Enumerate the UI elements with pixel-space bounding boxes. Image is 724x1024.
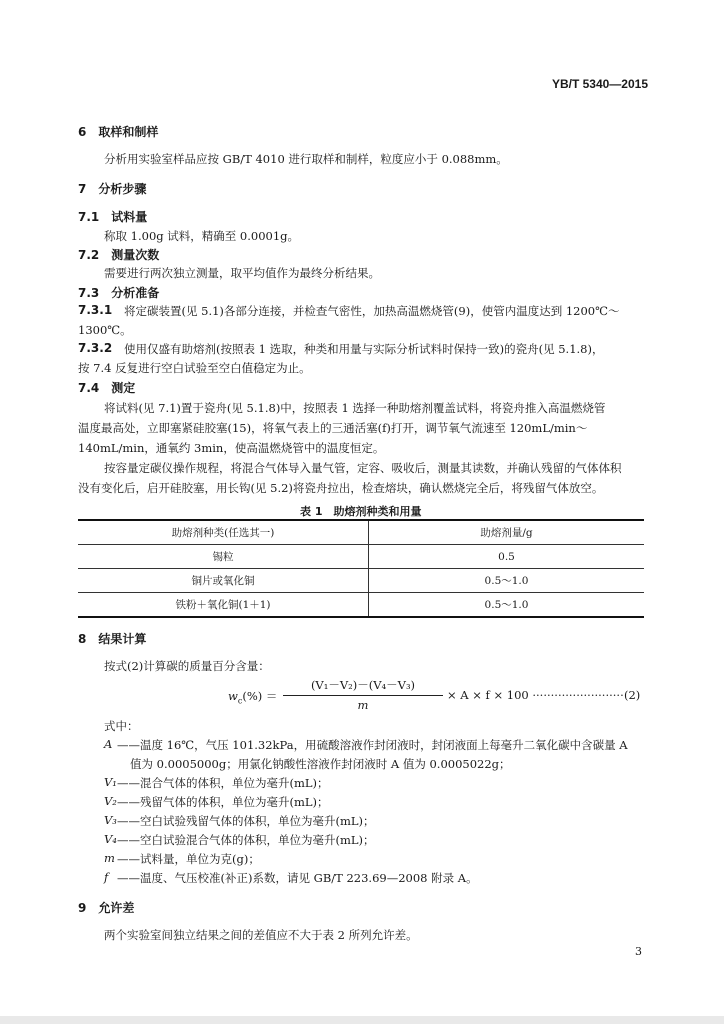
def-symbol: V₁	[104, 775, 117, 789]
table-header-flux-amount: 助熔剂量/g	[369, 520, 645, 545]
page-number: 3	[635, 945, 642, 958]
def-text: ——混合气体的体积，单位为毫升(mL)；	[117, 776, 329, 790]
section-8-title: 8 结果计算	[78, 632, 147, 646]
section-7-4-p1-line2: 温度最高处，立即塞紧硅胶塞(15)，将氧气表上的三通活塞(f)打开，调节氧气流速至 120mL/min～	[78, 421, 588, 435]
formula-numerator: (V₁－V₂)－(V₄－V₃)	[283, 677, 443, 696]
table-cell-flux-type: 铜片或氧化铜	[78, 569, 369, 593]
def-text: ——空白试验残留气体的体积，单位为毫升(mL)；	[117, 814, 375, 828]
section-7-4-p2-line2: 没有变化后，启开硅胶塞，用长钩(见 5.2)将瓷舟拉出，检查熔块，确认燃烧完全后，将残留气体放空。	[78, 481, 604, 495]
formula-fraction	[283, 677, 443, 712]
section-9-text: 两个实验室间独立结果之间的差值应不大于表 2 所列允许差。	[104, 928, 418, 942]
section-7-3-1-number: 7.3.1	[78, 303, 113, 317]
table-header-row	[78, 520, 644, 545]
def-text: ——空白试验混合气体的体积，单位为毫升(mL)；	[117, 833, 375, 847]
section-7-3-2-line2: 按 7.4 反复进行空白试验至空白值稳定为止。	[78, 361, 311, 375]
formula-tail: × A × f × 100 ·························	[447, 688, 624, 702]
table-cell-flux-type: 铁粉＋氧化铜(1＋1)	[78, 593, 369, 618]
section-7-1-title: 7.1 试料量	[78, 210, 148, 224]
formula-number: (2)	[624, 688, 641, 702]
def-text: ——试料量，单位为克(g)；	[117, 852, 260, 866]
section-7-3-1-line1: 将定碳装置(见 5.1)各部分连接，并检查气密性，加热高温燃烧管(9)，使管内温度达到 1200℃～	[124, 304, 620, 318]
table-cell-flux-amount: 0.5～1.0	[369, 593, 645, 618]
section-7-3-2-line1: 使用仅盛有助熔剂(按照表 1 选取，种类和用量与实际分析试料时保持一致)的瓷舟(见 5.1.8)，	[124, 342, 604, 356]
table-row	[78, 593, 644, 618]
where-label: 式中：	[104, 719, 139, 733]
def-symbol: V₂	[104, 794, 117, 808]
table-cell-flux-amount: 0.5～1.0	[369, 569, 645, 593]
section-7-3-title: 7.3 分析准备	[78, 286, 160, 300]
def-symbol: A	[104, 737, 113, 751]
formula-denominator: m	[357, 698, 369, 712]
section-7-3-1-line2: 1300℃。	[78, 323, 132, 337]
table-row	[78, 545, 644, 569]
def-symbol: f	[104, 870, 109, 884]
scan-bottom-edge	[0, 1016, 724, 1024]
section-9-title: 9 允许差	[78, 901, 135, 915]
section-8-intro: 按式(2)计算碳的质量百分含量：	[104, 659, 270, 673]
table-cell-flux-type: 锡粒	[78, 545, 369, 569]
def-text: ——温度、气压校准(补正)系数，请见 GB/T 223.69—2008 附录 A。	[117, 871, 478, 885]
def-text: ——温度 16℃，气压 101.32kPa，用硫酸溶液作封闭液时，封闭液面上每毫升二氧化碳中含碳量 A	[117, 738, 628, 752]
standard-number: YB/T 5340—2015	[551, 77, 648, 91]
section-7-4-p1-line1: 将试料(见 7.1)置于瓷舟(见 5.1.8)中，按照表 1 选择一种助熔剂覆盖试料，将瓷舟推入高温燃烧管	[104, 401, 606, 415]
def-symbol: V₄	[104, 832, 117, 846]
table-cell-flux-amount: 0.5	[369, 545, 645, 569]
table-header-flux-type: 助熔剂种类(任选其一)	[78, 520, 369, 545]
section-7-title: 7 分析步骤	[78, 182, 147, 196]
section-6-title: 6 取样和制样	[78, 125, 159, 139]
flux-table	[78, 519, 644, 618]
def-symbol: m	[104, 851, 115, 865]
table-1-title: 表 1 助熔剂种类和用量	[300, 505, 422, 518]
formula-lhs: $w_c(\%)$ ＝	[228, 689, 278, 706]
def-text: 值为 0.0005000g；用氯化钠酸性溶液作封闭液时 A 值为 0.0005022g；	[130, 757, 511, 771]
section-7-4-title: 7.4 测定	[78, 381, 136, 395]
section-7-1-text: 称取 1.00g 试料，精确至 0.0001g。	[104, 229, 300, 243]
section-7-4-p1-line3: 140mL/min，通氧约 3min，使高温燃烧管中的温度恒定。	[78, 441, 385, 455]
def-text: ——残留气体的体积，单位为毫升(mL)；	[117, 795, 329, 809]
table-row	[78, 569, 644, 593]
section-7-2-title: 7.2 测量次数	[78, 248, 160, 262]
section-7-4-p2-line1: 按容量定碳仪操作规程，将混合气体导入量气管，定容、吸收后，测量其读数，并确认残留的气体体积	[104, 461, 622, 475]
section-7-2-text: 需要进行两次独立测量，取平均值作为最终分析结果。	[104, 266, 380, 280]
section-7-3-2-number: 7.3.2	[78, 341, 113, 355]
def-symbol: V₃	[104, 813, 117, 827]
section-6-text: 分析用实验室样品应按 GB/T 4010 进行取样和制样，粒度应小于 0.088mm。	[104, 152, 508, 166]
